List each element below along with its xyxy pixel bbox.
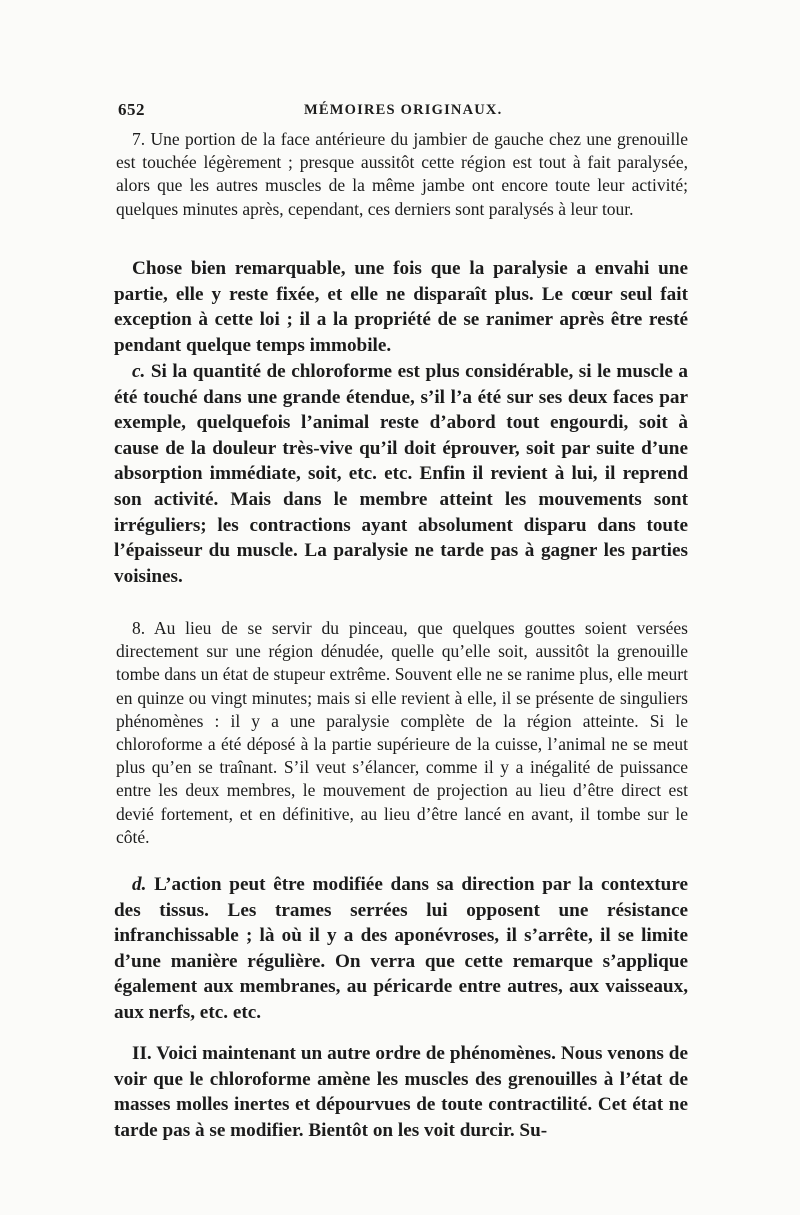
- page-header: [118, 100, 688, 124]
- paragraph-remarkable: Chose bien remarquable, une fois que la paralysie a envahi une partie, elle y reste fixée, et elle ne disparaît plus. Le cœur seul fait exception à cette loi ; il a la propriété de se ranimer après être resté pendant quelque temps immobile.: [114, 258, 688, 356]
- paragraph-c: c. Si la quantité de chloroforme est plus considérable, si le muscle a été touché dans une grande étendue, s’il l’a été sur ses deux faces par exemple, quelquefois l’animal reste d’abord tout engourdi, soit à cause de la douleur très-vive qu’il doit éprouver, soit par suite d’une absorption immédiate, soit, etc. etc. Enfin il revient à lui, il reprend son activité. Mais dans le membre atteint les mouvements sont irréguliers; les contractions ayant absolument disparu dans toute l’épaisseur du muscle. La paralysie ne tarde pas à gagner les parties voisines.: [114, 361, 689, 587]
- paragraph-II: II. Voici maintenant un autre ordre de phénomènes. Nous venons de voir que le chloroforme amène les muscles des grenouilles à l’état de masses molles inertes et dépourvues de toute contractilité. Cet état ne tarde pas à se modifier. Bientôt on les voit durcir. Su-: [114, 1043, 688, 1141]
- paragraph-8: 8. Au lieu de se servir du pinceau, que quelques gouttes soient versées directement sur une région dénudée, quelle qu’elle soit, aussitôt la grenouille tombe dans un état de stupeur extrême. Souvent elle ne se ranime plus, elle meurt en quinze ou vingt minutes; mais si elle revient à elle, il se présente de singuliers phénomènes : il y a une paralysie complète de la région atteinte. Si le chloroforme a été déposé à la partie supérieure de la cuisse, l’animal ne se meut plus qu’en se traînant. S’il veut s’élancer, comme il y a inégalité de puissance entre les deux membres, le mouvement de projection au lieu d’être direct est devié fortement, et en définitive, au lieu d’être lancé en avant, il tombe sur le côté.: [116, 618, 688, 847]
- paragraph-7: 7. Une portion de la face antérieure du jambier de gauche chez une grenouille est touchée légèrement ; presque aussitôt cette région est tout à fait paralysée, alors que les autres muscles de la même jambe ont encore toute leur activité; quelques minutes après, cependant, ces derniers sont paralysés à leur tour.: [116, 129, 688, 219]
- paragraph-c-lead: c.: [132, 361, 146, 382]
- paragraph-d-lead: d.: [132, 874, 147, 895]
- page-number: 652: [118, 100, 145, 119]
- running-title: MÉMOIRES ORIGINAUX.: [304, 102, 503, 118]
- paragraph-d: d. L’action peut être modifiée dans sa direction par la contexture des tissus. Les trames serrées lui opposent une résistance infranchissable ; là où il y a des aponévroses, il s’arrête, il se limite d’une manière régulière. On verra que cette remarque s’applique également aux membranes, au péricarde entre autres, aux vaisseaux, aux nerfs, etc. etc.: [114, 874, 688, 1023]
